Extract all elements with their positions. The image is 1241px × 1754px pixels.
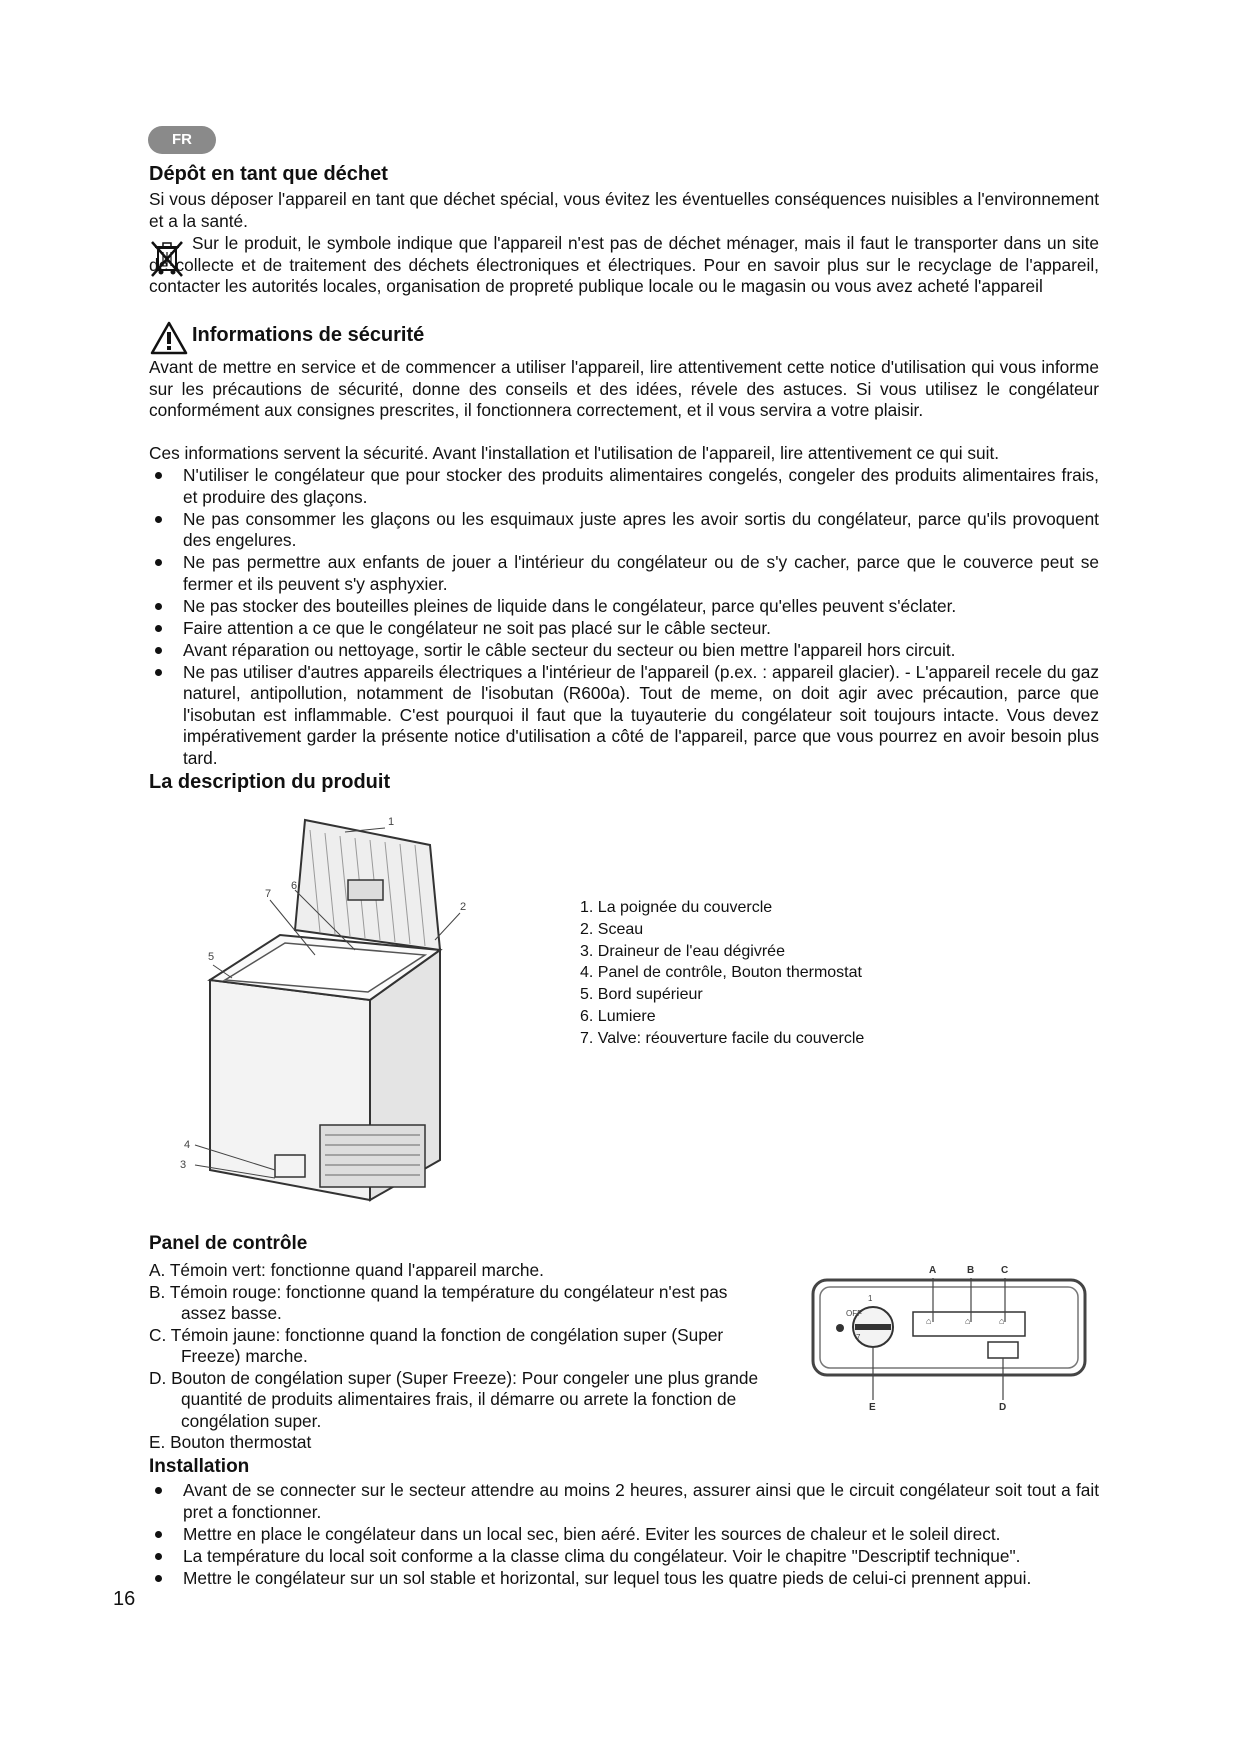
list-item: La température du local soit conforme a la classe clima du congélateur. Voir le chapitre "Descriptif technique".: [149, 1546, 1099, 1568]
page-number: 16: [113, 1588, 136, 1610]
list-item: D. Bouton de congélation super (Super Freeze): Pour congeler une plus grande quantité de produits alimentaires frais, il démarre ou arrete la fonction de congélation super.: [149, 1367, 759, 1431]
safety-para-2: Ces informations servent la sécurité. Avant l'installation et l'utilisation de l'appareil, lire attentivement ce qui suit.: [149, 443, 1000, 463]
installation-bullet-list: [149, 1480, 1099, 1590]
panel-label-e: E: [869, 1402, 876, 1413]
warning-triangle-icon: [150, 321, 188, 355]
list-item: Mettre le congélateur sur un sol stable et horizontal, sur lequel tous les quatre pieds de celui-ci prennent appui.: [149, 1568, 1099, 1590]
callout-7: 7: [265, 888, 272, 900]
svg-text:⌂: ⌂: [926, 1316, 932, 1326]
list-item: Mettre en place le congélateur dans un local sec, bien aéré. Eviter les sources de chaleur et le soleil direct.: [149, 1524, 1099, 1546]
list-item: C. Témoin jaune: fonctionne quand la fonction de congélation super (Super Freeze) marche.: [149, 1324, 724, 1366]
disposal-symbol-text: Sur le produit, le symbole indique que l'appareil n'est pas de déchet ménager, mais il faut le transporter dans un site de collecte et de traitement des déchets électroniques et électriques. Pour en savoir plus sur le recyclage de l'appareil, contacter les autorités locales, organisation de propreté publique locale ou le magasin ou vous avez acheté l'appareil: [149, 233, 1099, 296]
list-item: 6. Lumiere: [580, 1007, 656, 1025]
list-item: 7. Valve: réouverture facile du couvercle: [580, 1029, 865, 1047]
disposal-intro: Si vous déposer l'appareil en tant que déchet spécial, vous évitez les éventuelles conséquences nuisibles a l'environnement et a la santé.: [149, 189, 1099, 231]
chest-freezer-diagram: [170, 800, 467, 1220]
list-item: E. Bouton thermostat: [149, 1432, 312, 1452]
list-item: Faire attention a ce que le congélateur ne soit pas placé sur le câble secteur.: [149, 618, 1099, 640]
callout-6: 6: [291, 880, 298, 892]
list-item: 5. Bord supérieur: [580, 986, 703, 1004]
list-item: 2. Sceau: [580, 920, 644, 938]
knob-mark-7: 7: [856, 1333, 861, 1342]
parts-legend: [580, 897, 864, 1050]
description-heading: La description du produit: [149, 771, 391, 793]
language-badge: FR: [148, 126, 216, 154]
list-item: Ne pas stocker des bouteilles pleines de liquide dans le congélateur, parce qu'elles peuvent s'éclater.: [149, 596, 1099, 618]
callout-3: 3: [180, 1159, 187, 1171]
callout-2: 2: [460, 901, 467, 913]
panel-items-list: [149, 1260, 769, 1454]
callout-4: 4: [184, 1139, 191, 1151]
safety-heading: Informations de sécurité: [192, 324, 425, 346]
list-item: 3. Draineur de l'eau dégivrée: [580, 942, 785, 960]
list-item: N'utiliser le congélateur que pour stocker des produits alimentaires congelés, congeler des produits alimentaires frais, et produire des glaçons.: [149, 465, 1099, 508]
panel-heading: Panel de contrôle: [149, 1233, 308, 1254]
list-item: 4. Panel de contrôle, Bouton thermostat: [580, 964, 862, 982]
control-panel-diagram: [808, 1260, 1090, 1413]
safety-para-1: Avant de mettre en service et de commencer a utiliser l'appareil, lire attentivement cette notice d'utilisation qui vous informe sur les précautions de sécurité, donne des conseils et des idées, révele des astuces. Si vous utilisez le congélateur conformément aux consignes prescrites, il fonctionnera correctement, et il vous servira a votre plaisir.: [149, 357, 1099, 420]
callout-1: 1: [388, 816, 395, 828]
knob-off-mark: OFF: [846, 1309, 862, 1318]
panel-label-d: D: [999, 1402, 1007, 1413]
panel-label-c: C: [1001, 1265, 1009, 1276]
panel-label-b: B: [967, 1265, 975, 1276]
svg-text:⌂: ⌂: [999, 1316, 1005, 1326]
list-item: Ne pas permettre aux enfants de jouer a l'intérieur du congélateur ou de s'y cacher, parce que le couverce peut se fermer et ils peuvent s'y asphyxier.: [149, 552, 1099, 595]
disposal-heading: Dépôt en tant que déchet: [149, 163, 388, 185]
list-item: Ne pas consommer les glaçons ou les esquimaux juste apres les avoir sortis du congélateur, parce qu'ils provoquent des engelures.: [149, 509, 1099, 552]
list-item: B. Témoin rouge: fonctionne quand la température du congélateur n'est pas assez basse.: [149, 1281, 728, 1323]
svg-text:⌂: ⌂: [965, 1316, 971, 1326]
panel-label-a: A: [929, 1265, 937, 1276]
callout-5: 5: [208, 951, 215, 963]
list-item: A. Témoin vert: fonctionne quand l'appareil marche.: [149, 1260, 544, 1280]
knob-mark-1: 1: [868, 1294, 873, 1303]
list-item: 1. La poignée du couvercle: [580, 899, 773, 916]
installation-heading: Installation: [149, 1456, 250, 1477]
safety-bullet-list: [149, 465, 1099, 770]
list-item: Avant de se connecter sur le secteur attendre au moins 2 heures, assurer ainsi que le circuit congélateur soit tout a fait pret a fonctionner.: [149, 1480, 1099, 1523]
list-item: Avant réparation ou nettoyage, sortir le câble secteur du secteur ou bien mettre l'appareil hors circuit.: [149, 640, 1099, 662]
list-item: Ne pas utiliser d'autres appareils électriques a l'intérieur de l'appareil (p.ex. : appareil glacier). - L'appareil recele du gaz naturel, antipollution, notamment de l'isobutan (R600a). Tout de meme, on doit agir avec précaution, parce que l'isobutan est inflammable. C'est pourquoi il faut que la tuyauterie du congélateur soit toujours intacte. Vous devez impérativement garder la présente notice d'utilisation a côté de l'appareil, parce que vous pourrez en avoir besoin plus tard.: [149, 662, 1099, 770]
